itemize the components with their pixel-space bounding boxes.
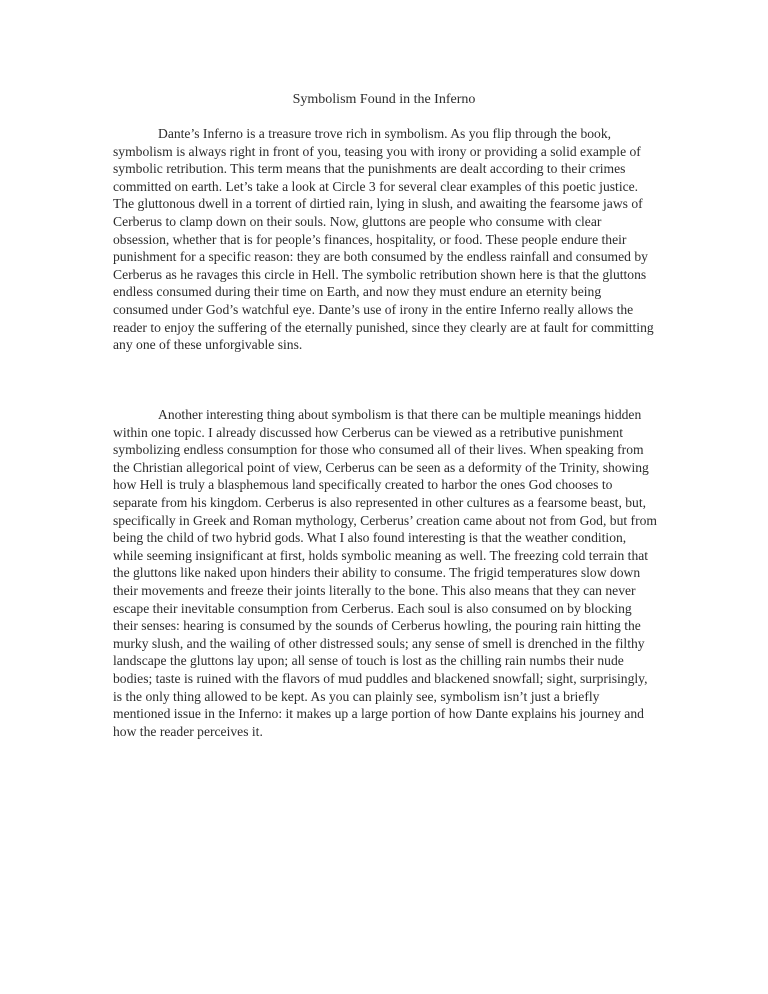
paragraph-1: Dante’s Inferno is a treasure trove rich in symbolism. As you flip through the book, symbolism is always right in front of you, teasing you with irony or providing a solid example of symbolic retribution. This term means that the punishments are dealt according to their crimes committed on earth. Let’s take a look at Circle 3 for several clear examples of this poetic justice. The gluttonous dwell in a torrent of dirtied rain, lying in slush, and awaiting the fearsome jaws of Cerberus to clamp down on their souls. Now, gluttons are people who consume with clear obsession, whether that is for people’s finances, hospitality, or food. These people endure their punishment for a specific reason: they are both consumed by the endless rainfall and consumed by Cerberus as he ravages this circle in Hell. The symbolic retribution shown here is that the gluttons endless consumed during their time on Earth, and now they must endure an eternity being consumed under God’s watchful eye. Dante’s use of irony in the entire Inferno really allows the reader to enjoy the suffering of the eternally punished, since they clearly are at fault for committing any one of these unforgivable sins. [113,126,654,353]
paragraph-2: Another interesting thing about symbolism is that there can be multiple meanings hidden within one topic. I already discussed how Cerberus can be viewed as a retributive punishment symbolizing endless consumption for those who consumed all of their lives. When speaking from the Christian allegorical point of view, Cerberus can be seen as a deformity of the Trinity, showing how Hell is truly a blasphemous land specifically created to harbor the ones God chooses to separate from his kingdom. Cerberus is also represented in other cultures as a fearsome beast, but, specifically in Greek and Roman mythology, Cerberus’ creation came about not from God, but from being the child of two hybrid gods. What I also found interesting is that the weather condition, while seeming insignificant at first, holds symbolic meaning as well. The freezing cold terrain that the gluttons like naked upon hinders their ability to consume. The frigid temperatures slow down their movements and freeze their joints literally to the bone. This also means that they can never escape their inevitable consumption from Cerberus. Each soul is also consumed on by blocking their senses: hearing is consumed by the sounds of Cerberus howling, the pouring rain hitting the murky slush, and the wailing of other distressed souls; any sense of smell is drenched in the filthy landscape the gluttons lay upon; all sense of touch is lost as the chilling rain numbs their nude bodies; taste is ruined with the flavors of mud puddles and blackened snowfall; sight, surprisingly, is the only thing allowed to be kept. As you can plainly see, symbolism isn’t just a briefly mentioned issue in the Inferno: it makes up a large portion of how Dante explains his journey and how the reader perceives it. [113,407,657,739]
document-title: Symbolism Found in the Inferno [292,92,476,107]
